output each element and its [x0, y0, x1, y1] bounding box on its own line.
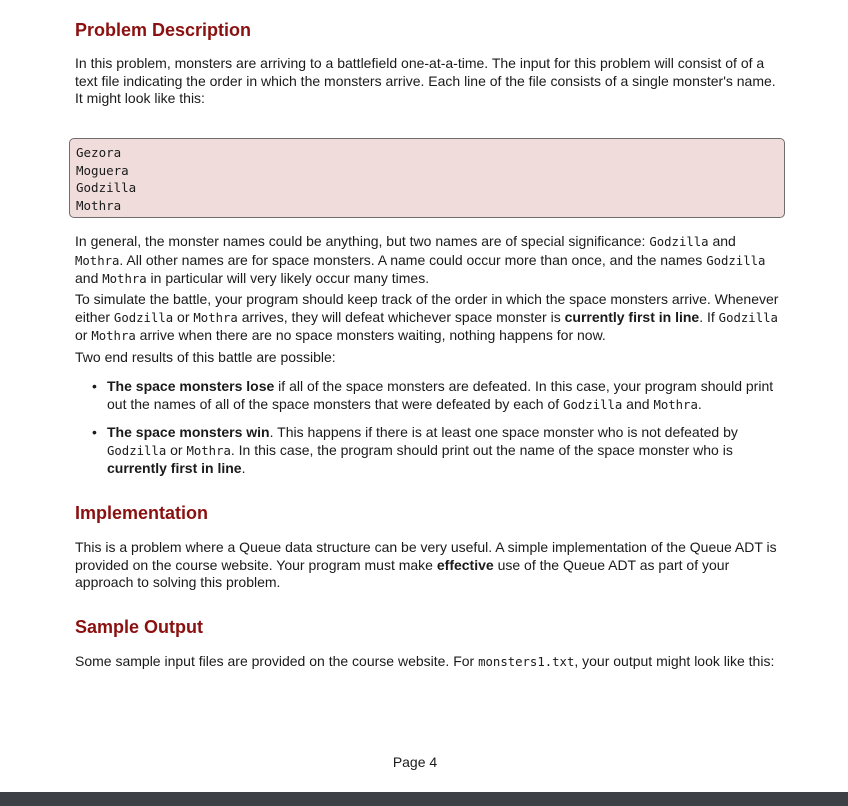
- bullet-item-lose: • The space monsters lose if all of the space monsters are defeated. In this case, your program should print out the names of all of the space monsters that were defeated by each of Godzilla and Mothra.: [92, 378, 774, 412]
- code-line: Gezora: [76, 145, 122, 160]
- implementation-paragraph: This is a problem where a Queue data structure can be very useful. A simple implementation of the Queue ADT is provided on the course website. Your program must make effective use of the Queue ADT as part of your approach to solving this problem.: [75, 539, 777, 590]
- heading-implementation: Implementation: [75, 503, 209, 523]
- bullet-dot-icon: •: [92, 424, 97, 440]
- heading-problem-description: Problem Description: [75, 20, 252, 40]
- results-paragraph: Two end results of this battle are possible:: [75, 349, 336, 365]
- code-line: Godzilla: [76, 180, 137, 195]
- intro-paragraph: In this problem, monsters are arriving to a battlefield one-at-a-time. The input for this problem will consist of of a text file indicating the order in which the monsters arrive. Each line of the file consists of a single monster's name. It might look like this:: [75, 55, 776, 106]
- viewer-bottom-bar: [0, 792, 848, 806]
- general-paragraph: In general, the monster names could be anything, but two names are of special significance: Godzilla and Mothra. All other names are for space monsters. A name could occur more than once, and the names Godzilla and Mothra in particular will very likely occur many times.: [75, 233, 766, 286]
- code-line: Mothra: [76, 197, 122, 213]
- monster-input-code-block: [69, 138, 785, 218]
- sample-paragraph: Some sample input files are provided on the course website. For monsters1.txt, your output might look like this:: [75, 653, 775, 669]
- code-line: Moguera: [76, 162, 129, 178]
- bullet-dot-icon: •: [92, 378, 97, 394]
- simulate-paragraph: To simulate the battle, your program should keep track of the order in which the space monsters arrive. Whenever either Godzilla or Mothra arrives, they will defeat whichever space monster is currently first in line. If Godzilla or Mothra arrive when there are no space monsters waiting, nothing happens for now.: [75, 291, 779, 343]
- heading-sample-output: Sample Output: [75, 617, 204, 637]
- page-number: Page 4: [392, 754, 438, 770]
- bullet-item-win: • The space monsters win. This happens if there is at least one space monster who is not defeated by Godzilla or Mothra. In this case, the program should print out the name of the space monster who is currently first in line.: [92, 424, 738, 476]
